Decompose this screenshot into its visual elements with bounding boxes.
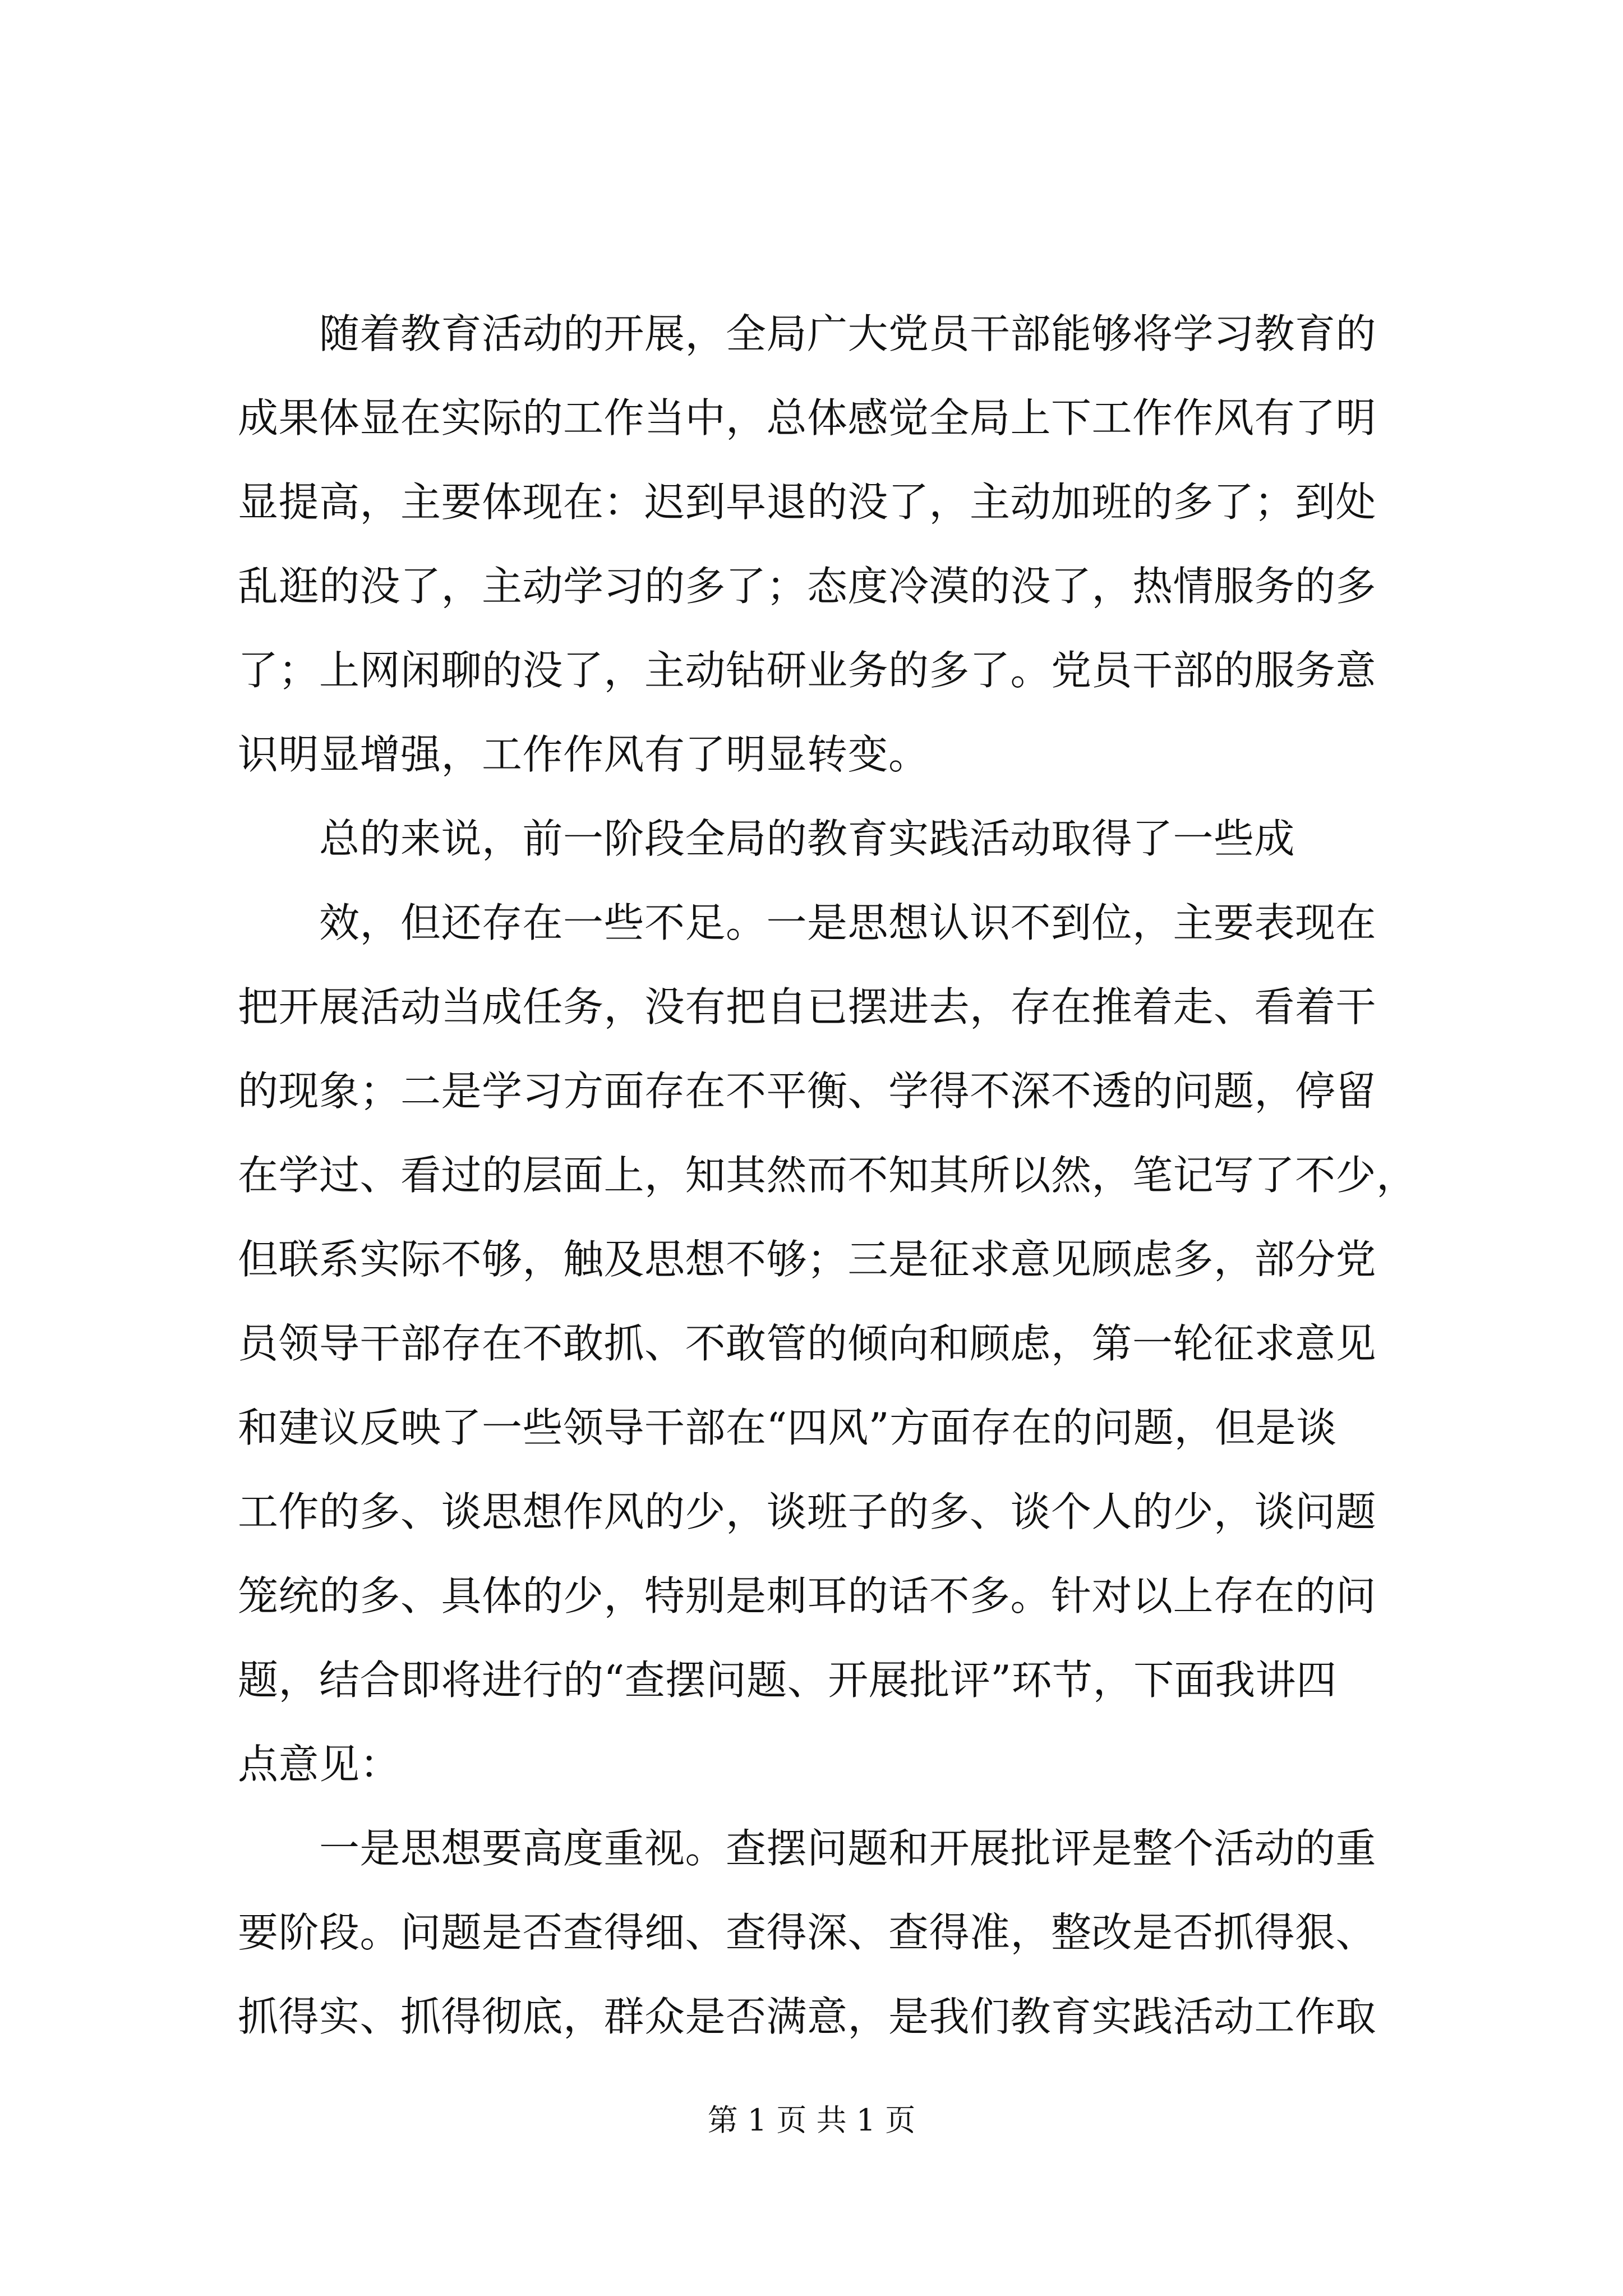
text-line: 但联系实际不够，触及思想不够；三是征求意见顾虑多，部分党 xyxy=(238,1236,1377,1283)
text-line: 总的来说，前一阶段全局的教育实践活动取得了一些成 xyxy=(238,815,1295,862)
text-line: 要阶段。问题是否查得细、查得深、查得准，整改是否抓得狠、 xyxy=(238,1909,1377,1956)
text-line: 一是思想要高度重视。查摆问题和开展批评是整个活动的重 xyxy=(238,1825,1377,1872)
text-line: 笼统的多、具体的少，特别是刺耳的话不多。针对以上存在的问 xyxy=(238,1572,1377,1619)
page-footer: 第 1 页 共 1 页 xyxy=(707,2102,916,2138)
text-line: 乱逛的没了，主动学习的多了；态度冷漠的没了，热情服务的多 xyxy=(238,563,1377,610)
text-line: 效，但还存在一些不足。一是思想认识不到位，主要表现在 xyxy=(238,899,1377,946)
text-line: 识明显增强，工作作风有了明显转变。 xyxy=(238,731,929,778)
text-line: 抓得实、抓得彻底，群众是否满意，是我们教育实践活动工作取 xyxy=(238,1993,1377,2040)
text-line: 在学过、看过的层面上，知其然而不知其所以然，笔记写了不少， xyxy=(238,1152,1417,1199)
text-line: 员领导干部存在不敢抓、不敢管的倾向和顾虑，第一轮征求意见 xyxy=(238,1320,1377,1367)
text-line: 工作的多、谈思想作风的少，谈班子的多、谈个人的少，谈问题 xyxy=(238,1488,1377,1535)
text-line: 题，结合即将进行的“查摆问题、开展批评”环节，下面我讲四 xyxy=(238,1657,1337,1704)
text-line: 点意见： xyxy=(238,1741,401,1788)
text-line: 显提高，主要体现在：迟到早退的没了，主动加班的多了；到处 xyxy=(238,478,1377,526)
text-line: 和建议反映了一些领导干部在“四风”方面存在的问题，但是谈 xyxy=(238,1404,1337,1451)
text-line: 了；上网闲聊的没了，主动钻研业务的多了。党员干部的服务意 xyxy=(238,647,1377,694)
text-line: 成果体显在实际的工作当中，总体感觉全局上下工作作风有了明 xyxy=(238,394,1377,441)
text-line: 的现象；二是学习方面存在不平衡、学得不深不透的问题，停留 xyxy=(238,1068,1377,1115)
text-line: 随着教育活动的开展，全局广大党员干部能够将学习教育的 xyxy=(238,310,1377,357)
text-line: 把开展活动当成任务，没有把自已摆进去，存在推着走、看着干 xyxy=(238,983,1377,1030)
